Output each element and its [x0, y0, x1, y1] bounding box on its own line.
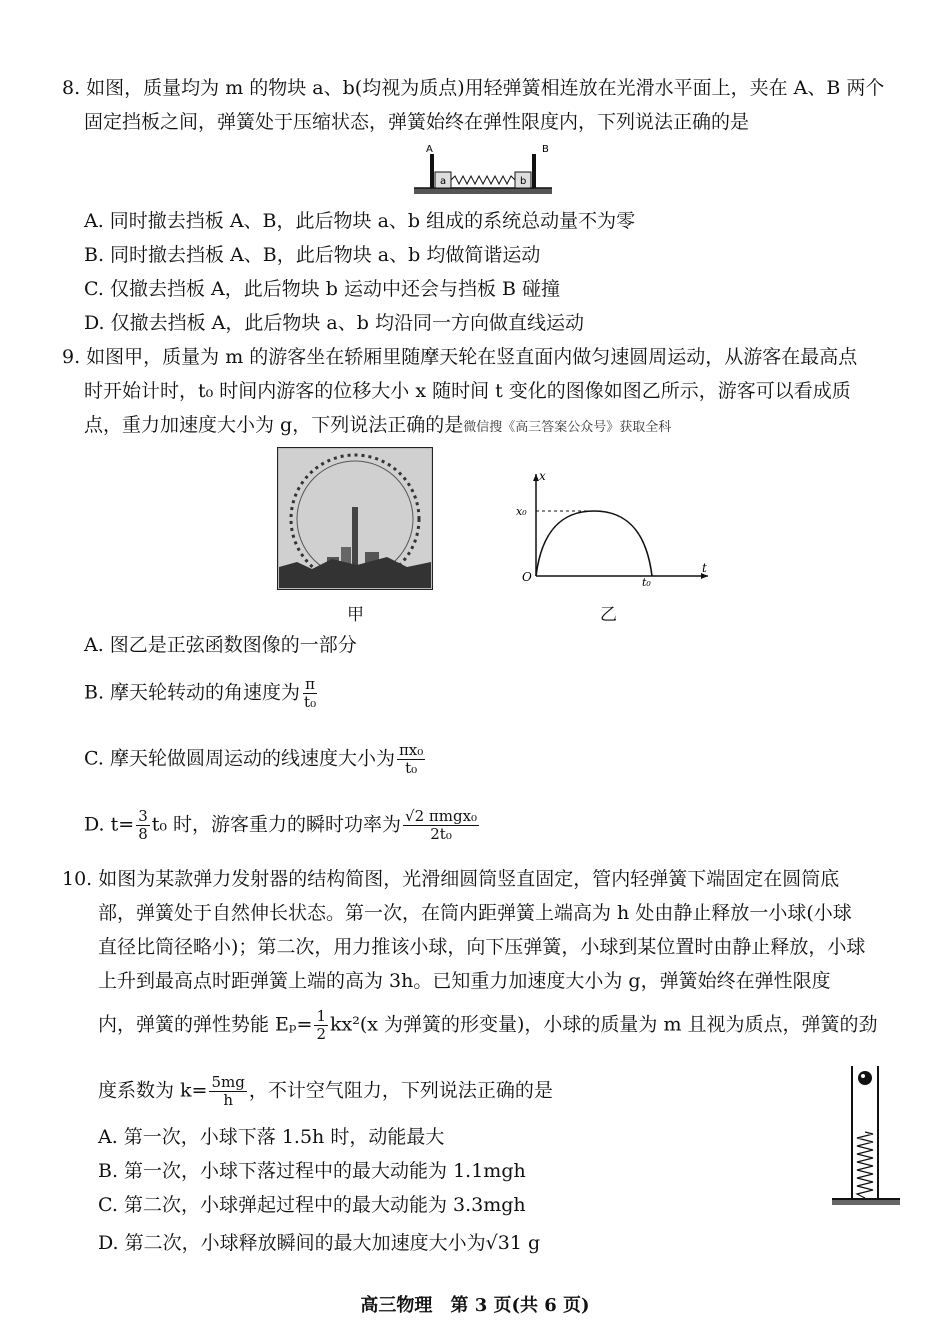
- launcher-tube-figure: [830, 1058, 902, 1208]
- q9-option-a: A. 图乙是正弦函数图像的一部分: [84, 634, 357, 656]
- ball: [858, 1071, 872, 1085]
- ferris-wheel-photo: [277, 447, 433, 590]
- barrier-b-label: B: [542, 144, 549, 155]
- half-fraction: $\frac{1}{2}$: [316, 1007, 326, 1043]
- q9-option-d: D. t= $\frac{3}{8}$ t₀ 时，游客重力的瞬时功率为 $\frac{\text{√2 πmgx₀}}{\text{2t₀}}$: [84, 807, 478, 843]
- t0-label: t₀: [642, 576, 651, 586]
- q10-option-c: C. 第二次，小球弹起过程中的最大动能为 3.3mgh: [98, 1194, 526, 1216]
- q9-option-c: C. 摩天轮做圆周运动的线速度大小为 $\frac{\text{πx₀}}{\text{t₀}}$: [84, 741, 424, 777]
- spring: [451, 176, 515, 184]
- graph-curve: [536, 511, 652, 576]
- x0-label: x₀: [516, 505, 527, 518]
- barrier-b: [532, 154, 536, 188]
- fig-yi-caption: 乙: [600, 605, 617, 625]
- ground: [414, 188, 552, 194]
- barrier-a-label: A: [426, 144, 433, 155]
- fig-jia-caption: 甲: [347, 605, 364, 625]
- q9-stem-line3: 点，重力加速度大小为 g，下列说法正确的是微信搜《高三答案公众号》获取全科: [84, 414, 672, 436]
- watermark: 微信搜《高三答案公众号》获取全科: [463, 420, 672, 435]
- q9-stem-line1: 9. 如图甲，质量为 m 的游客坐在轿厢里随摩天轮在竖直面内做匀速圆周运动，从游客在最高点: [62, 346, 858, 368]
- q8-option-b: B. 同时撤去挡板 A、B，此后物块 a、b 均做简谐运动: [84, 244, 541, 266]
- page-footer: 高三物理 第 3 页(共 6 页): [360, 1295, 590, 1316]
- q10-stem-line2: 部，弹簧处于自然伸长状态。第一次，在筒内距弹簧上端高为 h 处由静止释放一小球(小球: [98, 902, 852, 924]
- q9-option-b: B. 摩天轮转动的角速度为 $\frac{\pi}{\text{t₀}}$: [84, 675, 317, 711]
- q8-option-c: C. 仅撤去挡板 A，此后物块 b 运动中还会与挡板 B 碰撞: [84, 278, 560, 300]
- optD-fraction-1: $\frac{3}{8}$: [138, 807, 148, 843]
- q8-stem-line2: 固定挡板之间，弹簧处于压缩状态，弹簧始终在弹性限度内，下列说法正确的是: [84, 111, 750, 133]
- q9-stem-line2: 时开始计时，t₀ 时间内游客的位移大小 x 随时间 t 变化的图像如图乙所示，游客可以看成质: [84, 380, 851, 402]
- k-fraction: $\frac{5mg}{h}$: [211, 1073, 245, 1109]
- q8-option-a: A. 同时撤去挡板 A、B，此后物块 a、b 组成的系统总动量不为零: [84, 210, 636, 232]
- t-axis-label: t: [702, 561, 707, 575]
- q10-stem-line3: 直径比筒径略小)；第二次，用力推该小球，向下压弹簧，小球到某位置时由静止释放，小球: [98, 936, 866, 958]
- optD-fraction-2: $\frac{\text{√2 πmgx₀}}{\text{2t₀}}$: [405, 807, 478, 843]
- origin-label: O: [522, 570, 532, 584]
- q8-stem-line1: 8. 如图，质量均为 m 的物块 a、b(均视为质点)用轻弹簧相连放在光滑水平面上，夹在 A、B 两个: [62, 77, 885, 99]
- barrier-a: [430, 154, 434, 188]
- q10-stem-line6: 度系数为 k= $\frac{5mg}{h}$ ，不计空气阻力，下列说法正确的是: [98, 1073, 553, 1109]
- optB-fraction: $\frac{\pi}{\text{t₀}}$: [304, 675, 317, 711]
- q10-option-a: A. 第一次，小球下落 1.5h 时，动能最大: [98, 1126, 445, 1148]
- spring: [857, 1132, 873, 1198]
- x-t-graph: [508, 468, 718, 586]
- x-axis-label: x: [539, 469, 546, 483]
- q10-option-d: D. 第二次，小球释放瞬间的最大加速度大小为√31 g: [98, 1232, 541, 1254]
- q8-spring-figure: [410, 142, 556, 198]
- block-a-label: a: [440, 176, 447, 187]
- q10-option-b: B. 第一次，小球下落过程中的最大动能为 1.1mgh: [98, 1160, 526, 1182]
- q8-option-d: D. 仅撤去挡板 A，此后物块 a、b 均沿同一方向做直线运动: [84, 312, 584, 334]
- q10-stem-line1: 10. 如图为某款弹力发射器的结构简图，光滑细圆筒竖直固定，管内轻弹簧下端固定在圆筒底: [62, 868, 840, 890]
- optC-fraction: $\frac{\text{πx₀}}{\text{t₀}}$: [398, 741, 424, 777]
- q10-stem-line4: 上升到最高点时距弹簧上端的高为 3h。已知重力加速度大小为 g，弹簧始终在弹性限度: [98, 970, 831, 992]
- block-b-label: b: [520, 176, 527, 187]
- q10-stem-line5: 内，弹簧的弹性势能 Eₚ= $\frac{1}{2}$ kx²(x 为弹簧的形变量)，小球的质量为 m 且视为质点，弹簧的劲: [98, 1007, 878, 1043]
